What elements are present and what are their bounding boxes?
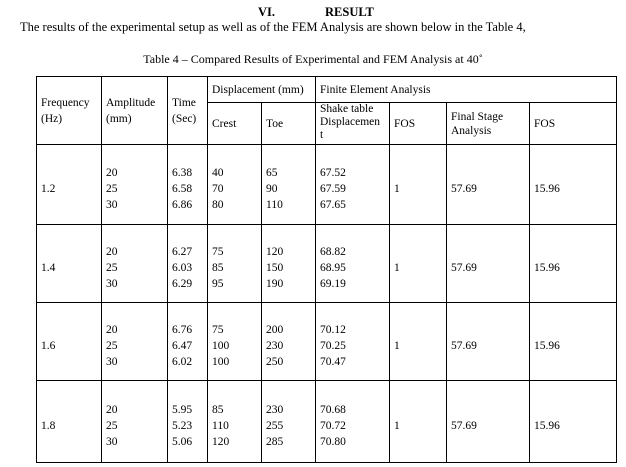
header-crest: Crest xyxy=(208,103,262,145)
header-toe: Toe xyxy=(262,103,316,145)
header-time: Time (Sec) xyxy=(168,77,208,145)
header-frequency: Frequency (Hz) xyxy=(37,77,102,145)
cell-toe: 120 150 190 xyxy=(262,225,316,303)
cell-fos-2: 15.96 xyxy=(530,225,617,303)
cell-amplitude: 20 25 30 xyxy=(102,145,168,225)
cell-toe: 200 230 250 xyxy=(262,303,316,381)
cell-time: 6.76 6.47 6.02 xyxy=(168,303,208,381)
cell-final: 57.69 xyxy=(447,381,530,463)
cell-frequency: 1.4 xyxy=(37,225,102,303)
cell-time: 6.27 6.03 6.29 xyxy=(168,225,208,303)
cell-final: 57.69 xyxy=(447,225,530,303)
cell-fos-1: 1 xyxy=(390,381,447,463)
cell-fos-1: 1 xyxy=(390,303,447,381)
header-final-stage: Final Stage Analysis xyxy=(447,103,530,145)
table-row xyxy=(37,303,617,381)
table-row xyxy=(37,145,617,225)
cell-fos-1: 1 xyxy=(390,145,447,225)
cell-toe: 65 90 110 xyxy=(262,145,316,225)
table-caption: Table 4 – Compared Results of Experimental and FEM Analysis at 40˚ xyxy=(143,52,483,66)
cell-fos-1: 1 xyxy=(390,225,447,303)
section-intro: The results of the experimental setup as well as of the FEM Analysis are shown below in the Table 4, xyxy=(20,20,526,34)
cell-final: 57.69 xyxy=(447,145,530,225)
cell-crest: 75 100 100 xyxy=(208,303,262,381)
cell-frequency: 1.2 xyxy=(37,145,102,225)
cell-amplitude: 20 25 30 xyxy=(102,303,168,381)
cell-time: 5.95 5.23 5.06 xyxy=(168,381,208,463)
cell-final: 57.69 xyxy=(447,303,530,381)
cell-frequency: 1.6 xyxy=(37,303,102,381)
cell-frequency: 1.8 xyxy=(37,381,102,463)
cell-crest: 85 110 120 xyxy=(208,381,262,463)
cell-shake: 70.68 70.72 70.80 xyxy=(316,381,390,463)
section-title: RESULT xyxy=(325,5,374,19)
section-heading xyxy=(0,5,626,20)
header-amplitude: Amplitude (mm) xyxy=(102,77,168,145)
cell-time: 6.38 6.58 6.86 xyxy=(168,145,208,225)
cell-fos-2: 15.96 xyxy=(530,303,617,381)
results-table-wrapper xyxy=(36,76,616,456)
header-fos-1: FOS xyxy=(390,103,447,145)
cell-crest: 75 85 95 xyxy=(208,225,262,303)
cell-shake: 67.52 67.59 67.65 xyxy=(316,145,390,225)
header-displacement: Displacement (mm) xyxy=(208,77,316,103)
cell-fos-2: 15.96 xyxy=(530,145,617,225)
table-row xyxy=(37,381,617,463)
cell-amplitude: 20 25 30 xyxy=(102,225,168,303)
section-number: VI. xyxy=(258,5,276,19)
cell-fos-2: 15.96 xyxy=(530,381,617,463)
cell-shake: 68.82 68.95 69.19 xyxy=(316,225,390,303)
header-fea: Finite Element Analysis xyxy=(316,77,617,103)
results-table xyxy=(36,76,617,463)
cell-amplitude: 20 25 30 xyxy=(102,381,168,463)
header-fos-2: FOS xyxy=(530,103,617,145)
cell-crest: 40 70 80 xyxy=(208,145,262,225)
cell-toe: 230 255 285 xyxy=(262,381,316,463)
header-shake-table: Shake table Displacemen t xyxy=(316,103,390,145)
cell-shake: 70.12 70.25 70.47 xyxy=(316,303,390,381)
table-row xyxy=(37,225,617,303)
